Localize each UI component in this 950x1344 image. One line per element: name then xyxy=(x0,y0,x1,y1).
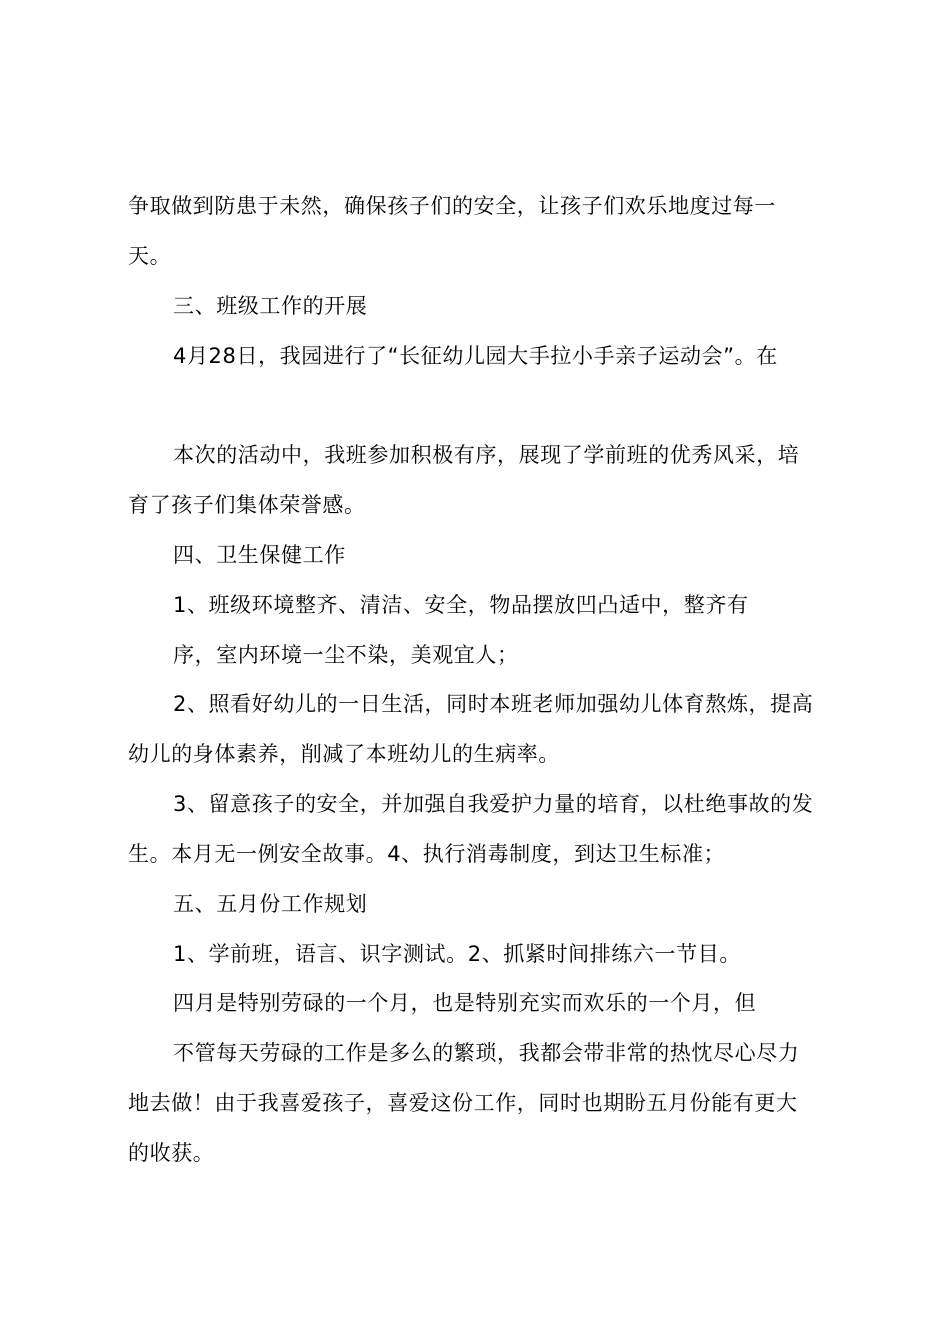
body-text-line: 生。本月无一例安全故事。4、执行消毒制度，到达卫生标准； xyxy=(128,842,726,866)
body-text-line: 2、照看好幼儿的一日生活，同时本班老师加强幼儿体育熬炼，提高 xyxy=(173,692,814,716)
body-text-line: 育了孩子们集体荣誉感。 xyxy=(128,493,366,517)
body-text-line: 天。 xyxy=(128,244,172,268)
body-text-line: 本次的活动中，我班参加积极有序，展现了学前班的优秀风采，培 xyxy=(173,443,800,467)
section-heading: 五、五月份工作规划 xyxy=(173,892,368,916)
body-text-line: 不管每天劳碌的工作是多么的繁琐，我都会带非常的热忱尽心尽力 xyxy=(173,1041,800,1065)
body-text-line: 4月28日，我园进行了“长征幼儿园大手拉小手亲子运动会”。在 xyxy=(173,344,778,368)
body-text-line: 四月是特别劳碌的一个月，也是特别充实而欢乐的一个月，但 xyxy=(173,991,757,1015)
section-heading: 四、卫生保健工作 xyxy=(173,543,346,567)
section-heading: 三、班级工作的开展 xyxy=(173,294,368,318)
body-text-line: 的收获。 xyxy=(128,1141,215,1165)
body-text-line: 1、班级环境整齐、清洁、安全，物品摆放凹凸适中，整齐有 xyxy=(173,593,749,617)
body-text-line: 序，室内环境一尘不染，美观宜人； xyxy=(173,643,519,667)
body-text-line: 争取做到防患于未然，确保孩子们的安全，让孩子们欢乐地度过每一 xyxy=(128,194,776,218)
body-text-line: 地去做！由于我喜爱孩子，喜爱这份工作，同时也期盼五月份能有更大 xyxy=(128,1091,798,1115)
body-text-line: 幼儿的身体素养，削减了本班幼儿的生病率。 xyxy=(128,742,560,766)
body-text-line: 1、学前班，语言、识字测试。2、抓紧时间排练六一节目。 xyxy=(173,942,741,966)
body-text-line: 3、留意孩子的安全，并加强自我爱护力量的培育，以杜绝事故的发 xyxy=(173,792,814,816)
